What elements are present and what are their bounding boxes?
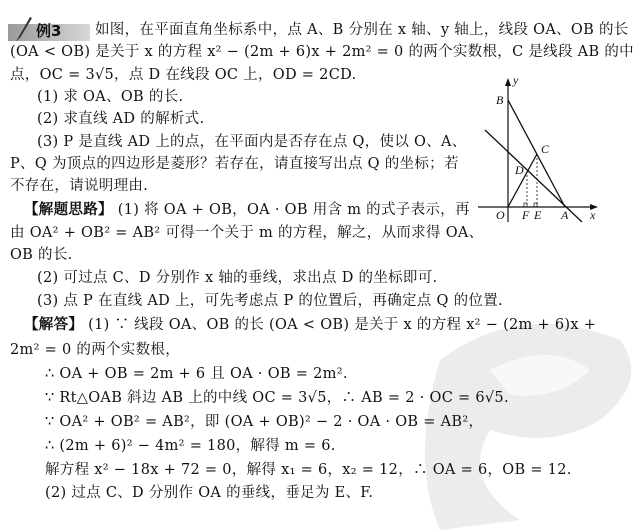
label-C: C — [541, 142, 550, 156]
problem-question-2: (2) 求直线 AD 的解析式. — [37, 111, 205, 127]
hint-line: (3) 点 P 在直线 AD 上，可先考虑点 P 的位置后，再确定点 Q 的位置. — [37, 293, 503, 309]
example-badge — [8, 16, 90, 42]
hint-line: 由 OA² + OB² = AB² 可得一个关于 m 的方程，解之，从而求得 OA、 — [10, 225, 484, 241]
answer-line: ∵ Rt△OAB 斜边 AB 上的中线 OC = 3√5，∴ AB = 2 · OC = 6√5. — [45, 390, 509, 406]
label-B: B — [496, 93, 504, 107]
answer-line: ∵ OA² + OB² = AB²，即 (OA + OB)² − 2 · OA · OB = AB²， — [45, 414, 484, 430]
label-x: x — [590, 208, 596, 222]
answer-line: ∴ (2m + 6)² − 4m² = 180，解得 m = 6. — [45, 438, 336, 454]
answer-line: ∴ OA + OB = 2m + 6 且 OA · OB = 2m². — [45, 366, 348, 382]
label-E: E — [534, 208, 542, 222]
answer-block — [24, 315, 596, 335]
label-A: A — [561, 208, 569, 222]
answer-line: 解方程 x² − 18x + 72 = 0，解得 x₁ = 6，x₂ = 12，∴ OA = 6，OB = 12. — [45, 462, 572, 478]
label-O: O — [496, 208, 505, 222]
hint-line: (2) 可过点 C、D 分别作 x 轴的垂线，求出点 D 的坐标即可. — [37, 270, 438, 286]
segment-OC — [508, 154, 537, 207]
answer-line: (1) ∵ 线段 OA、OB 的长 (OA < OB) 是关于 x 的方程 x² − (2m + 6)x + — [88, 317, 597, 333]
answer-line: (2) 过点 C、D 分别作 OA 的垂线，垂足为 E、F. — [45, 485, 374, 501]
hint-line: (1) 将 OA + OB，OA · OB 用含 m 的式子表示，再 — [117, 202, 470, 218]
label-y: y — [513, 73, 519, 87]
problem-question-3: (3) P 是直线 AD 上的点，在平面内是否存在点 Q，使以 O、A、 — [37, 134, 467, 150]
answer-heading: 【解答】 — [24, 317, 84, 333]
problem-line: 点，OC = 3√5，点 D 在线段 OC 上，OD = 2CD. — [10, 67, 357, 83]
y-axis-arrow — [505, 78, 511, 86]
problem-line: (OA < OB) 是关于 x 的方程 x² − (2m + 6)x + 2m² = 0 的两个实数根，C 是线段 AB 的中 — [10, 44, 634, 60]
problem-question-1: (1) 求 OA、OB 的长. — [37, 89, 184, 105]
label-F: F — [522, 208, 530, 222]
coordinate-figure — [440, 70, 634, 230]
label-D: D — [515, 163, 524, 177]
problem-line: 如图，在平面直角坐标系中，点 A、B 分别在 x 轴、y 轴上，线段 OA、OB 的长 — [95, 22, 629, 38]
hint-heading: 【解题思路】 — [24, 202, 113, 218]
pen-icon — [12, 16, 34, 42]
hint-block — [24, 200, 470, 220]
problem-line: P、Q 为顶点的四边形是菱形？若存在，请直接写出点 Q 的坐标；若 — [10, 156, 459, 172]
hint-line: OB 的长. — [10, 247, 73, 263]
answer-line: 2m² = 0 的两个实数根， — [10, 342, 180, 358]
example-label: 例3 — [36, 22, 62, 40]
problem-line: 不存在，请说明理由. — [10, 178, 149, 194]
